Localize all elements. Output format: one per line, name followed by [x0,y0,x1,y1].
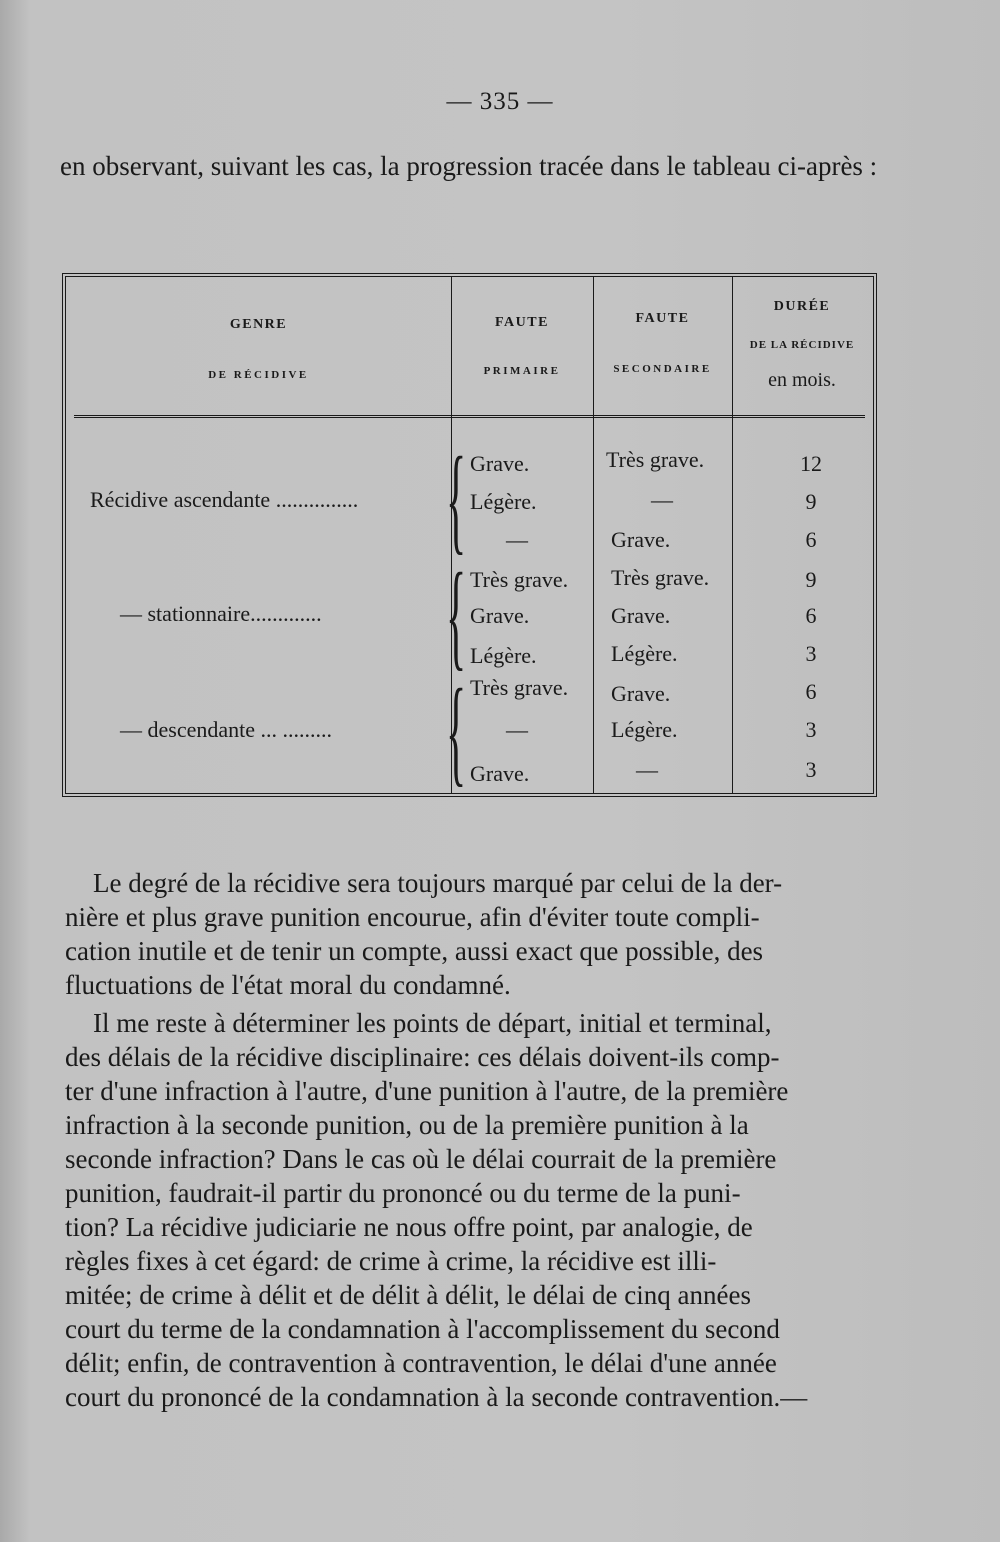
header-de-recidive: DE RÉCIDIVE [208,369,309,381]
row-8-duree: 3 [805,717,817,742]
header-faute-primaire: FAUTE [495,315,549,330]
row-3-secondaire: Grave. [611,527,671,552]
row-8-secondaire: Légère. [611,717,678,742]
header-de-la-recidive: DE LA RÉCIDIVE [749,339,855,351]
group-label-stationnaire: — stationnaire............. [120,601,322,626]
row-1-duree: 12 [800,451,822,476]
row-9-secondaire: — [636,757,658,782]
column-divider [732,277,733,793]
paragraph-2-line: infraction à la seconde punition, ou de la première punition à la [65,1110,749,1140]
header-separator [74,415,865,421]
paragraph-1-line: nière et plus grave punition encourue, afin d'éviter toute compli- [65,902,760,932]
row-2-duree: 9 [805,489,817,514]
paragraph-2-line: ter d'une infraction à l'autre, d'une punition à l'autre, de la première [65,1076,789,1106]
row-2-secondaire: — [651,487,673,512]
row-5-primaire: Grave. [470,603,530,628]
paragraph-2-line: Il me reste à déterminer les points de départ, initial et terminal, [93,1008,772,1038]
recidive-table [62,273,877,797]
row-8-primaire: — [506,717,528,742]
paragraph-1-line: Le degré de la récidive sera toujours marqué par celui de la der- [93,868,783,898]
row-4-secondaire: Très grave. [611,565,710,590]
row-6-secondaire: Légère. [611,641,678,666]
row-7-duree: 6 [805,679,817,704]
row-6-primaire: Légère. [470,643,537,668]
brace-ascendante: { [446,432,467,565]
row-5-duree: 6 [805,603,817,628]
page-number: — 335 — [446,88,554,115]
header-en-mois: en mois. [768,369,836,391]
paragraph-2-line: des délais de la récidive disciplinaire: ces délais doivent-ils comp- [65,1042,780,1072]
paragraph-1-line: fluctuations de l'état moral du condamné. [65,970,511,1000]
row-5-secondaire: Grave. [611,603,671,628]
row-1-primaire: Grave. [470,451,530,476]
paragraph-2-line: délit; enfin, de contravention à contravention, le délai d'une année [65,1348,777,1378]
paragraph-1 [65,866,887,1002]
row-7-secondaire: Grave. [611,681,671,706]
row-4-duree: 9 [805,567,817,592]
row-9-duree: 3 [805,757,817,782]
intro-text: en observant, suivant les cas, la progression tracée dans le tableau ci-après : [60,151,878,181]
header-duree: DURÉE [773,299,831,314]
paragraph-1-line: cation inutile et de tenir un compte, aussi exact que possible, des [65,936,764,966]
row-3-duree: 6 [805,527,817,552]
paragraph-2-line: court du prononcé de la condamnation à la seconde contravention.— [65,1382,808,1412]
group-label-ascendante: Récidive ascendante ............... [90,487,359,512]
group-label-descendante: — descendante ... ......... [120,717,332,742]
paragraph-2-line: tion? La récidive judiciarie ne nous offre point, par analogie, de [65,1212,753,1242]
paragraph-2-line: mitée; de crime à délit et de délit à délit, le délai de cinq années [65,1280,751,1310]
paragraph-2-line: court du terme de la condamnation à l'accomplissement du second [65,1314,780,1344]
column-divider [593,277,594,793]
row-1-secondaire: Très grave. [606,447,705,472]
brace-stationnaire: { [446,548,467,681]
row-6-duree: 3 [805,641,817,666]
row-3-primaire: — [506,527,528,552]
header-secondaire: SECONDAIRE [613,363,712,375]
paragraph-2-line: règles fixes à cet égard: de crime à crime, la récidive est illi- [65,1246,717,1276]
row-9-primaire: Grave. [470,761,530,786]
row-4-primaire: Très grave. [470,567,569,592]
header-genre: GENRE [229,317,288,332]
row-7-primaire: Très grave. [470,675,569,700]
brace-descendante: { [446,664,467,797]
header-faute-secondaire: FAUTE [635,311,690,326]
row-2-primaire: Légère. [470,489,537,514]
paragraph-2 [65,1006,887,1414]
paragraph-2-line: punition, faudrait-il partir du prononcé ou du terme de la puni- [65,1178,741,1208]
paragraph-2-line: seconde infraction? Dans le cas où le délai courrait de la première [65,1144,777,1174]
header-primaire: PRIMAIRE [483,365,561,377]
